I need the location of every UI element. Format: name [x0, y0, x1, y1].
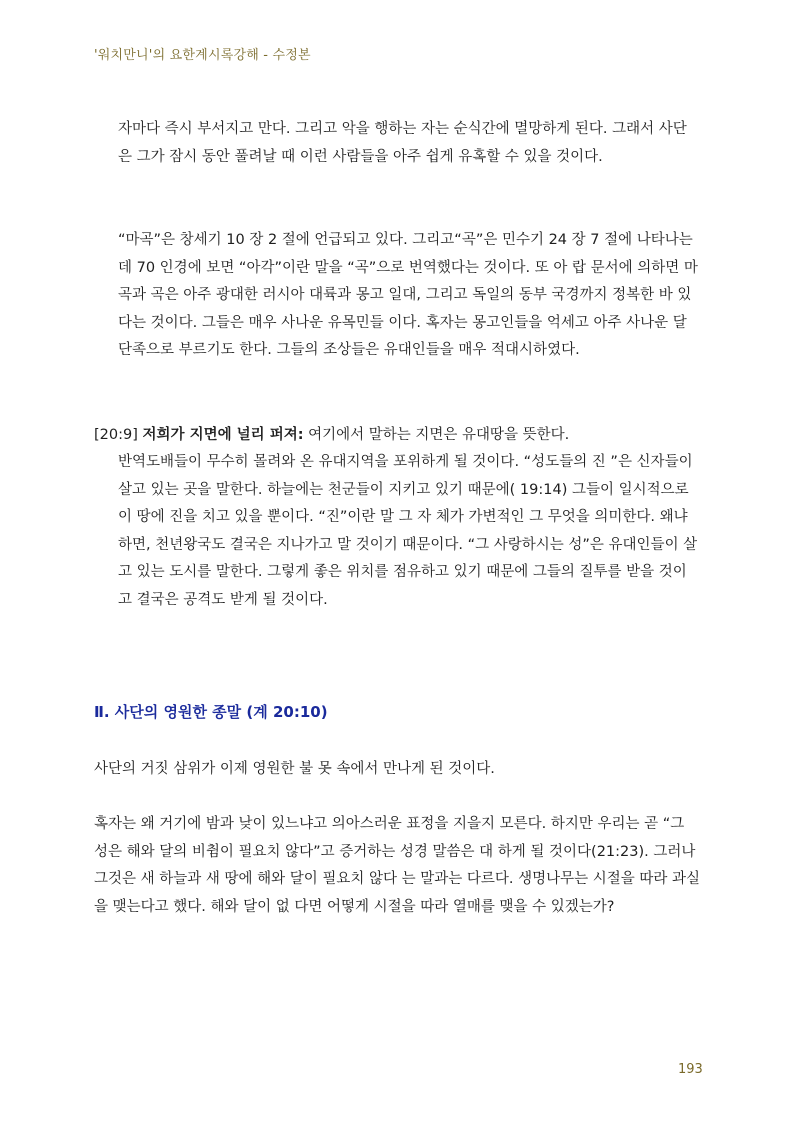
paragraph-2-text: “마곡”은 창세기 10 장 2 절에 언급되고 있다. 그리고“곡”은 민수기 24 장 7 절에 나타나는데 70 인경에 보면 “아각”이란 말을 “곡”으로 번역했다는 것이다. 또 아 랍 문서에 의하면 마곡과 곡은 아주 광대한 러시아 대륙과 몽고 일대, 그리고 독일의 동부 국경까지 정복한 바 있다는 것이다. 그들은 매우 사나운 유목민들 이다. 혹자는 몽고인들을 억세고 아주 사나운 달단족으로 부르기도 한다. 그들의 조상들은 유대인들을 매우 적대시하였다.	[118, 232, 698, 358]
verse-bold-phrase: 저희가 지면에 널리 퍼져:	[142, 427, 304, 443]
page-number: 193	[678, 1062, 703, 1077]
verse-reference: [20:9]	[94, 427, 138, 443]
verse-lead-text: 여기에서 말하는 지면은 유대땅을 뜻한다.	[303, 427, 570, 443]
paragraph-4-text: 사단의 거짓 삼위가 이제 영원한 불 못 속에서 만나게 된 것이다.	[94, 761, 495, 777]
paragraph-4	[94, 756, 702, 784]
running-header: '워치만니'의 요한계시록강해 - 수정본	[94, 48, 311, 63]
verse-20-9-line	[94, 422, 702, 450]
section-heading: Ⅱ. 사단의 영원한 종말 (계 20:10)	[94, 703, 328, 721]
paragraph-3	[118, 449, 700, 614]
paragraph-2	[118, 227, 700, 365]
paragraph-5-text: 혹자는 왜 거기에 밤과 낮이 있느냐고 의아스러운 표정을 지을지 모른다. 하지만 우리는 곧 “그 성은 해와 달의 비췸이 필요치 않다”고 증거하는 성경 말씀은 대 하게 될 것이다(21:23). 그러나 그것은 새 하늘과 새 땅에 해와 달이 필요치 않다 는 말과는 다르다. 생명나무는 시절을 따라 과실을 맺는다고 했다. 해와 달이 없 다면 어떻게 시절을 따라 열매를 맺을 수 있겠는가?	[94, 816, 701, 915]
paragraph-5	[94, 811, 702, 921]
paragraph-3-text: 반역도배들이 무수히 몰려와 온 유대지역을 포위하게 될 것이다. “성도들의 진 ”은 신자들이 살고 있는 곳을 말한다. 하늘에는 천군들이 지키고 있기 때문에( 19:14) 그들이 일시적으로 이 땅에 진을 치고 있을 뿐이다. “진”이란 말 그 자 체가 가변적인 그 무엇을 의미한다. 왜냐하면, 천년왕국도 결국은 지나가고 말 것이기 때문이다. “그 사랑하시는 성”은 유대인들이 살고 있는 도시를 말한다. 그렇게 좋은 위치를 점유하고 있기 때문에 그들의 질투를 받을 것이고 결국은 공격도 받게 될 것이다.	[118, 454, 698, 608]
paragraph-1-text: 자마다 즉시 부서지고 만다. 그리고 악을 행하는 자는 순식간에 멸망하게 된다. 그래서 사단은 그가 잠시 동안 풀려날 때 이런 사람들을 아주 쉽게 유혹할 수 있을 것이다.	[118, 121, 687, 165]
paragraph-1	[118, 116, 700, 171]
